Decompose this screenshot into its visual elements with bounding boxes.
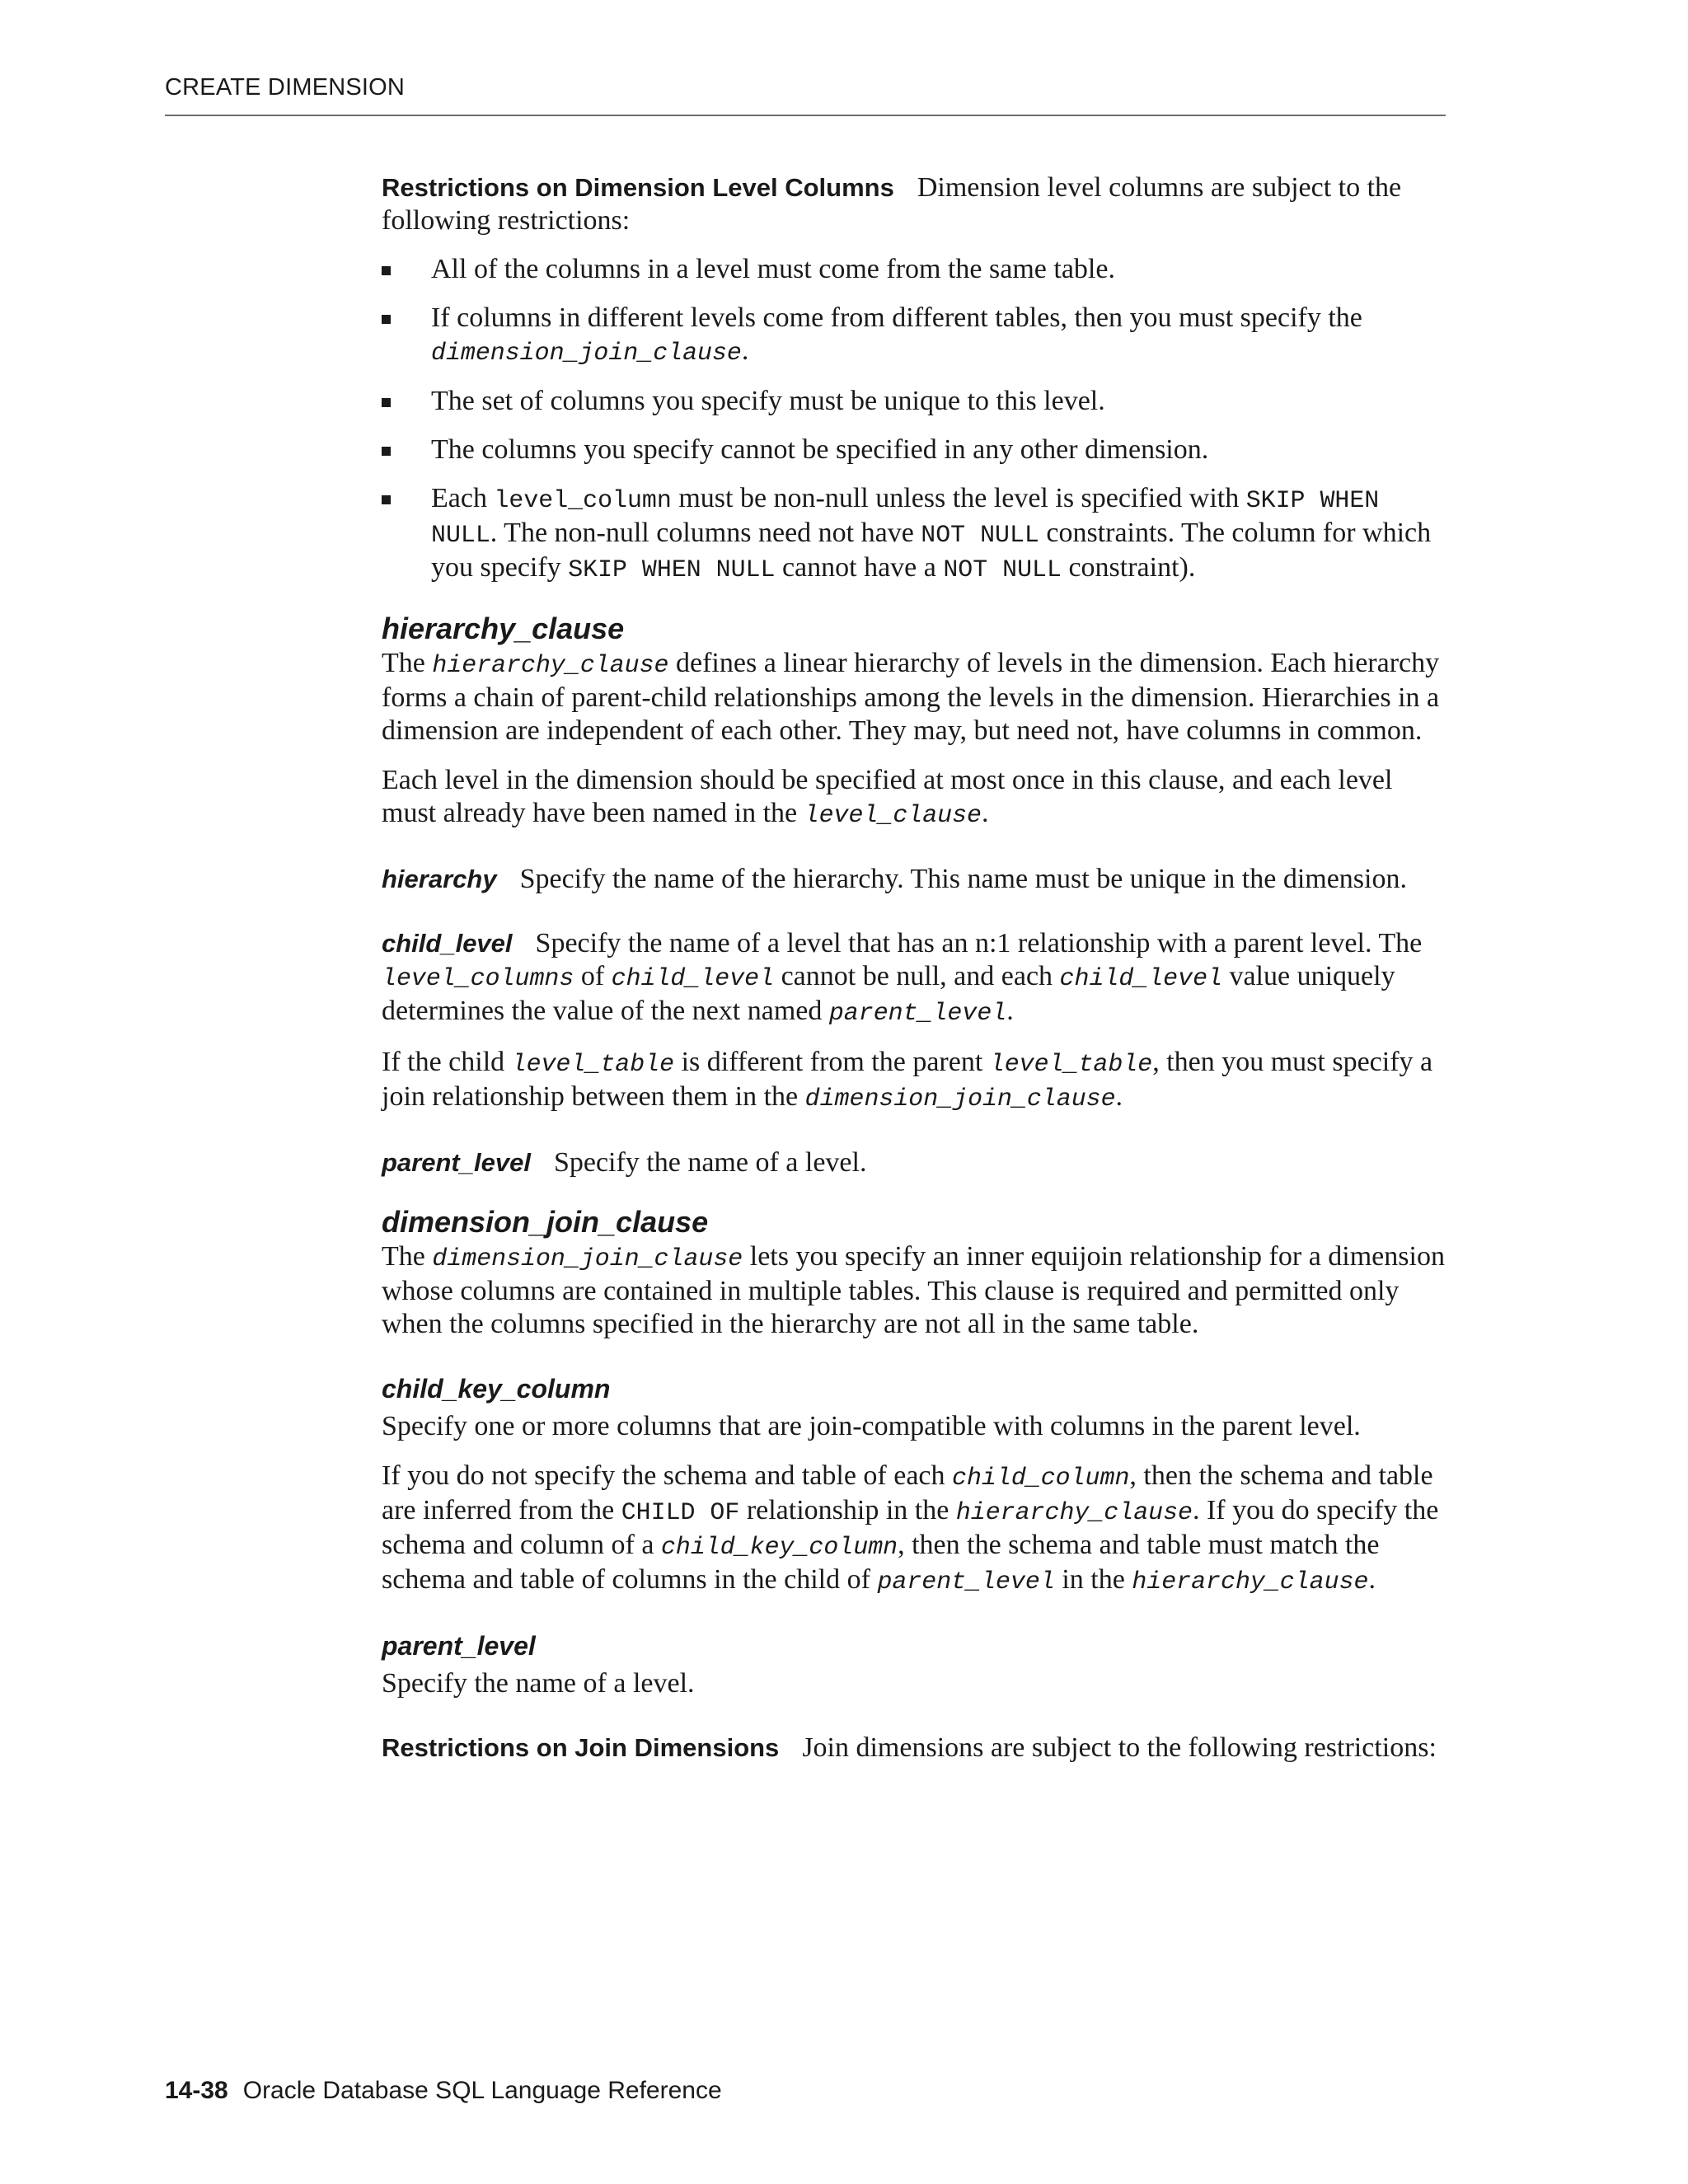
list-item: The columns you specify cannot be specified in any other dimension. (382, 434, 1453, 466)
code-term: NOT NULL (943, 555, 1062, 583)
code-term: child_key_column (660, 1533, 898, 1561)
param-parent-level: parent_level Specify the name of a level. (382, 1147, 867, 1178)
restrictions-level-columns-list (382, 253, 1453, 586)
restrictions-level-columns-lead: Restrictions on Dimension Level Columns (382, 173, 894, 202)
page-number: 14-38 (165, 2077, 228, 2104)
restrictions-join-intro: Restrictions on Join Dimensions Join dimensions are subject to the following restrictions: (382, 1732, 1437, 1763)
code-term: level_table (511, 1050, 675, 1078)
code-term: hierarchy_clause (432, 651, 669, 679)
paragraph: The dimension_join_clause lets you specify an inner equijoin relationship for a dimension whose columns are contained in multiple tables. This clause is required and permitted only when the columns specified in the hierarchy are not all in the same table. (382, 1241, 1445, 1339)
square-bullet-icon (382, 447, 391, 456)
running-header: CREATE DIMENSION (165, 74, 406, 101)
code-term: level_column (494, 486, 672, 514)
square-bullet-icon (382, 266, 391, 275)
page-content (382, 171, 1453, 1765)
paragraph: If you do not specify the schema and table of each child_column, then the schema and table are inferred from the CHILD OF relationship in the hierarchy_clause. If you do specify the schema and column of a child_key_column, then the schema and table must match the schema and table of columns in the child of parent_level in the hierarchy_clause. (382, 1460, 1439, 1596)
code-term: child_level (1059, 964, 1222, 992)
param-child-level: child_level Specify the name of a level that has an n:1 relationship with a parent level. The level_columns of child_level cannot be null, and each child_level value uniquely determines the value of the next named parent_level. (382, 928, 1423, 1027)
param-term: parent_level (382, 1148, 531, 1177)
square-bullet-icon (382, 398, 391, 407)
subheading-parent-level: parent_level (382, 1631, 536, 1661)
list-item: Each level_column must be non-null unless the level is specified with SKIP WHEN NULL. The non-null columns need not have NOT NULL constraints. The column for which you specify SKIP WHEN NULL cannot have a NOT NULL constraint). (382, 482, 1453, 586)
page-footer (165, 2077, 722, 2105)
code-term: level_columns (382, 964, 574, 992)
section-heading-hierarchy-clause: hierarchy_clause (382, 612, 625, 645)
paragraph: The hierarchy_clause defines a linear hierarchy of levels in the dimension. Each hierarchy forms a chain of parent-child relationships among the levels in the dimension. Hierarchies in a dimension are independent of each other. They may, but need not, have columns in common. (382, 648, 1440, 746)
header-rule (165, 115, 1446, 116)
paragraph: If the child level_table is different from the parent level_table, then you must specify a join relationship between them in the dimension_join_clause. (382, 1047, 1433, 1113)
code-term: NOT NULL (921, 521, 1039, 549)
list-item: All of the columns in a level must come from the same table. (382, 253, 1453, 286)
restrictions-join-lead: Restrictions on Join Dimensions (382, 1733, 780, 1762)
code-term: hierarchy_clause (1132, 1568, 1369, 1596)
restrictions-level-columns-intro: Restrictions on Dimension Level Columns Dimension level columns are subject to the following restrictions: (382, 172, 1402, 236)
code-term: level_clause (804, 801, 982, 829)
code-term: dimension_join_clause (432, 1244, 743, 1272)
book-title: Oracle Database SQL Language Reference (242, 2077, 722, 2104)
section-heading-dimension-join-clause: dimension_join_clause (382, 1205, 709, 1239)
code-term: level_table (989, 1050, 1153, 1078)
square-bullet-icon (382, 495, 391, 504)
code-term: parent_level (828, 999, 1007, 1027)
square-bullet-icon (382, 315, 391, 324)
paragraph: Specify one or more columns that are join-compatible with columns in the parent level. (382, 1411, 1361, 1441)
param-term: hierarchy (382, 865, 497, 893)
code-term: dimension_join_clause (804, 1085, 1116, 1113)
param-hierarchy: hierarchy Specify the name of the hierarchy. This name must be unique in the dimension. (382, 864, 1407, 894)
paragraph: Each level in the dimension should be specified at most once in this clause, and each level must already have been named in the level_clause. (382, 765, 1393, 829)
paragraph: Specify the name of a level. (382, 1668, 695, 1699)
code-term: SKIP WHEN NULL (431, 486, 1380, 549)
code-term: parent_level (877, 1568, 1055, 1596)
code-term: child_column (952, 1464, 1130, 1492)
subheading-child-key-column: child_key_column (382, 1374, 611, 1404)
list-item: The set of columns you specify must be unique to this level. (382, 385, 1453, 418)
code-term: dimension_join_clause (431, 339, 742, 367)
list-item: If columns in different levels come from different tables, then you must specify the dimension_join_clause. (382, 302, 1453, 369)
code-term: hierarchy_clause (955, 1498, 1193, 1526)
code-term: CHILD OF (621, 1498, 740, 1526)
code-term: child_level (611, 964, 775, 992)
code-term: SKIP WHEN NULL (568, 555, 776, 583)
param-term: child_level (382, 929, 513, 958)
